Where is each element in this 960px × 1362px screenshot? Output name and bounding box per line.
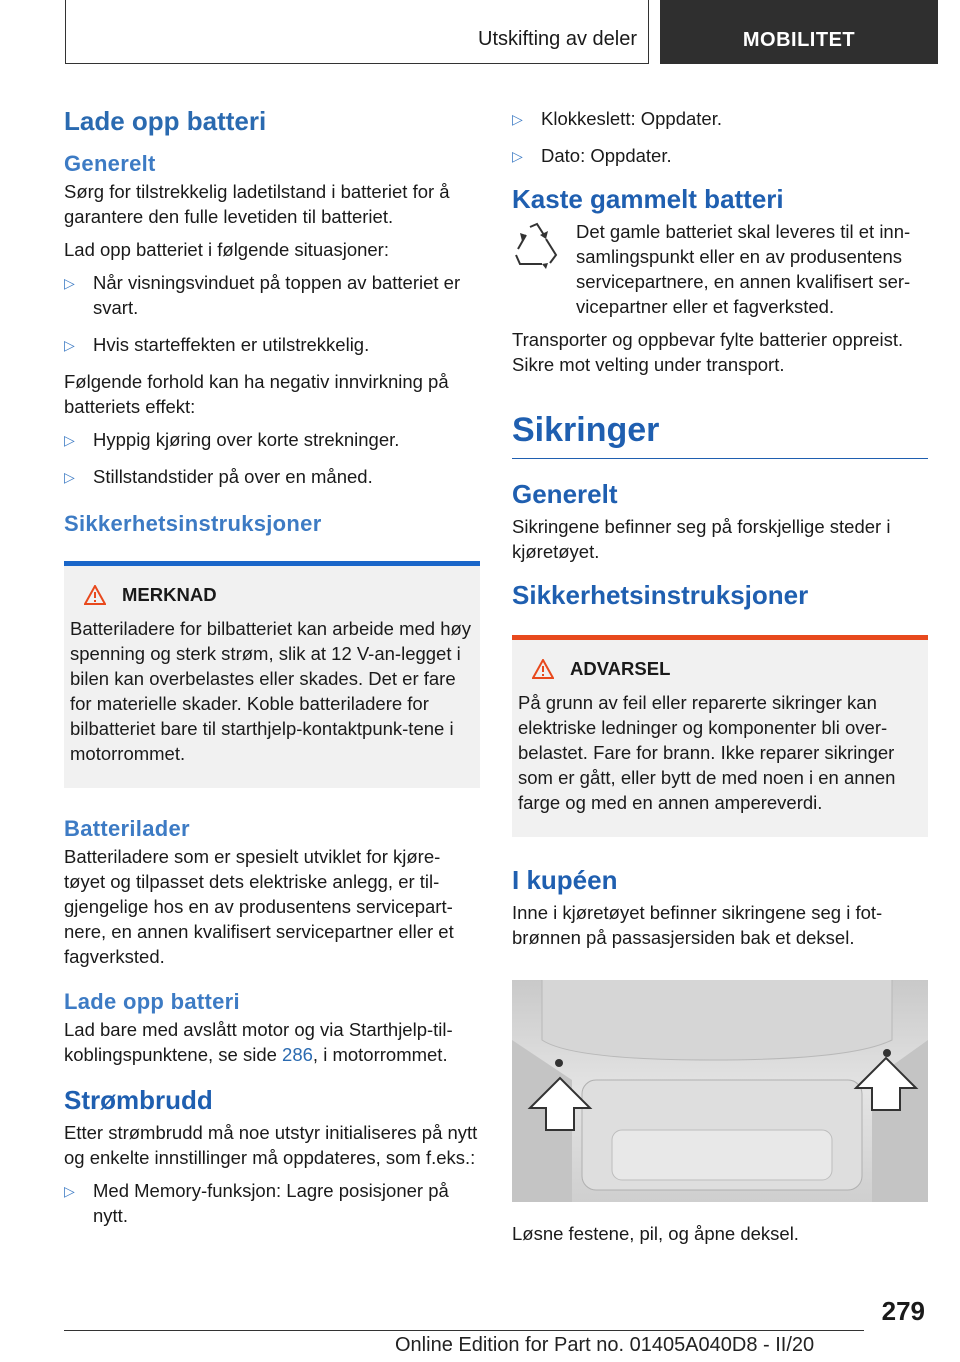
charge-text: Lad bare med avslått motor og via Starthjelp-til-koblingspunktene, se side 286, i motorrommet. [64,1019,453,1065]
cabin-heading: I kupéen [512,865,618,895]
charge-heading: Lade opp batteri [64,989,240,1014]
fuses-general-heading: Generelt [512,479,618,509]
dispose-heading: Kaste gammelt batteri [512,184,784,214]
fuse-cover-photo [512,980,928,1202]
general-paragraph-3: Følgende forhold kan ha negativ innvirkning på batteriets effekt: [64,371,449,417]
notice-title: MERKNAD [70,584,472,606]
warning-triangle-icon [532,659,554,679]
warning-title: ADVARSEL [518,658,920,680]
list-item: ▷ Når visningsvinduet på toppen av batteriet er svart. [64,272,461,318]
general-heading: Generelt [64,151,156,176]
footer-divider [64,1330,864,1331]
triangle-bullet-icon: ▷ [512,111,523,127]
triangle-bullet-icon: ▷ [64,337,75,353]
photo-caption: Løsne festene, pil, og åpne deksel. [512,1223,799,1244]
general-paragraph-1: Sørg for tilstrekkelig ladetilstand i batteriet for å garantere den fulle levetiden til batteriet. [64,181,450,227]
page-link[interactable]: 286 [282,1044,313,1065]
list-item: ▷ Klokkeslett: Oppdater. [512,106,928,131]
triangle-bullet-icon: ▷ [64,275,75,291]
fuses-title: Sikringer [512,411,928,459]
recycle-icon [512,221,562,269]
list-item: ▷ Hyppig kjøring over korte strekninger. [64,427,480,452]
notice-box [64,561,480,788]
header-section-title: Utskifting av deler [478,28,637,50]
header-chapter-tab[interactable]: MOBILITET [660,0,938,64]
section-title: Lade opp batteri [64,106,267,136]
left-column [64,100,480,1240]
dispose-text-2: Transporter og oppbevar fylte batterier oppreist. Sikre mot velting under transport. [512,329,904,375]
triangle-bullet-icon: ▷ [512,148,523,164]
warning-box [512,635,928,837]
safety-heading: Sikkerhetsinstruksjoner [64,511,322,536]
charger-text: Batteriladere som er spesielt utviklet for kjøre-tøyet og tilpasset dets elektriske anlegg, er til-gjengelige hos en av produsentens servicepart-nere, en annen kvalifisert servicepartner eller et fagverksted. [64,846,454,967]
list-item: ▷ Stillstandstider på over en måned. [64,464,480,489]
page-number: 279 [881,1296,925,1326]
power-heading: Strømbrudd [64,1085,213,1115]
dispose-block [512,219,928,319]
list-item: ▷ Dato: Oppdater. [512,143,928,168]
fuses-general-text: Sikringene befinner seg på forskjellige steder i kjøretøyet. [512,516,891,562]
power-text: Etter strømbrudd må noe utstyr initialiseres på nytt og enkelte innstillinger må oppdateres, som f.eks.: [64,1122,478,1168]
charger-heading: Batterilader [64,816,190,841]
general-paragraph-2: Lad opp batteriet i følgende situasjoner: [64,239,389,260]
warning-triangle-icon [84,585,106,605]
fuses-safety-heading: Sikkerhetsinstruksjoner [512,580,809,610]
cabin-text: Inne i kjøretøyet befinner sikringene seg i fot-brønnen på passasjersiden bak et deksel. [512,902,883,948]
triangle-bullet-icon: ▷ [64,1183,75,1199]
list-item: ▷ Hvis starteffekten er utilstrekkelig. [64,332,480,357]
triangle-bullet-icon: ▷ [64,469,75,485]
triangle-bullet-icon: ▷ [64,432,75,448]
right-column [512,100,928,1254]
warning-text: På grunn av feil eller reparerte sikringer kan elektriske ledninger og komponenter bli over-belastet. Fare for brann. Ikke reparer sikringer som er gått, eller bytt de med noen i en annen farge og med en annen ampereverdi. [518,692,896,813]
footer-edition: Online Edition for Part no. 01405A040D8 - II/20 [395,1334,815,1356]
list-item: ▷ Med Memory-funksjon: Lagre posisjoner på nytt. [64,1180,449,1226]
notice-text: Batteriladere for bilbatteriet kan arbeide med høy spenning og sterk strøm, slik at 12 V-an-legget i bilen kan overbelastes eller skades. Det er fare for materielle skader. Koble batteriladere for bilbatteriet bare til starthjelp-kontaktpunk-tene i motorrommet. [70,618,472,764]
dispose-text-1: Det gamle batteriet skal leveres til et inn-samlingspunkt eller en av produsentens servicepartnere, en annen kvalifisert ser-vicepartner eller et fagverksted. [576,221,911,317]
